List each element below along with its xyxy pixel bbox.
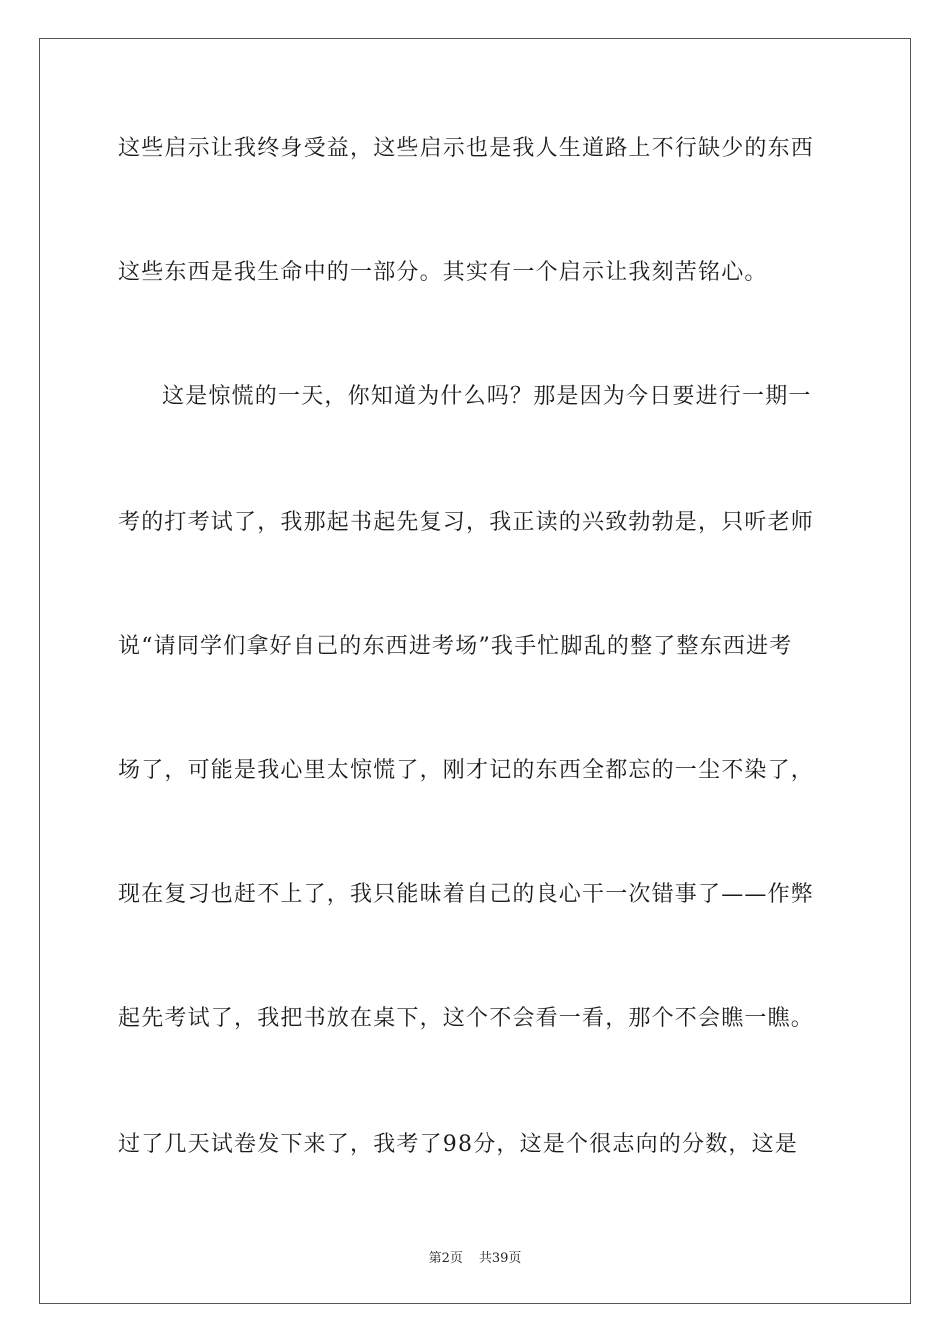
body-line-8: 起先考试了，我把书放在桌下，这个不会看一看，那个不会瞧一瞧。 (118, 1006, 815, 1031)
total-pages: 共39页 (478, 1251, 522, 1266)
page-number: 第2页 (428, 1251, 463, 1266)
body-line-9: 过了几天试卷发下来了，我考了98分，这是个很志向的分数，这是 (118, 1132, 798, 1157)
body-line-6: 场了，可能是我心里太惊慌了，刚才记的东西全都忘的一尘不染了， (118, 758, 815, 783)
page-footer (0, 1247, 950, 1266)
body-line-4: 考的打考试了，我那起书起先复习，我正读的兴致勃勃是，只听老师 (118, 510, 815, 535)
body-line-5: 说“请同学们拿好自己的东西进考场”我手忙脚乱的整了整东西进考 (118, 634, 793, 659)
body-line-3: 这是惊慌的一天，你知道为什么吗？那是因为今日要进行一期一 (162, 384, 812, 409)
body-line-2: 这些东西是我生命中的一部分。其实有一个启示让我刻苦铭心。 (118, 260, 768, 285)
body-line-1: 这些启示让我终身受益，这些启示也是我人生道路上不行缺少的东西 (118, 136, 815, 161)
body-line-7: 现在复习也赶不上了，我只能昧着自己的良心干一次错事了——作弊 (118, 882, 815, 907)
page-border (39, 38, 911, 1304)
